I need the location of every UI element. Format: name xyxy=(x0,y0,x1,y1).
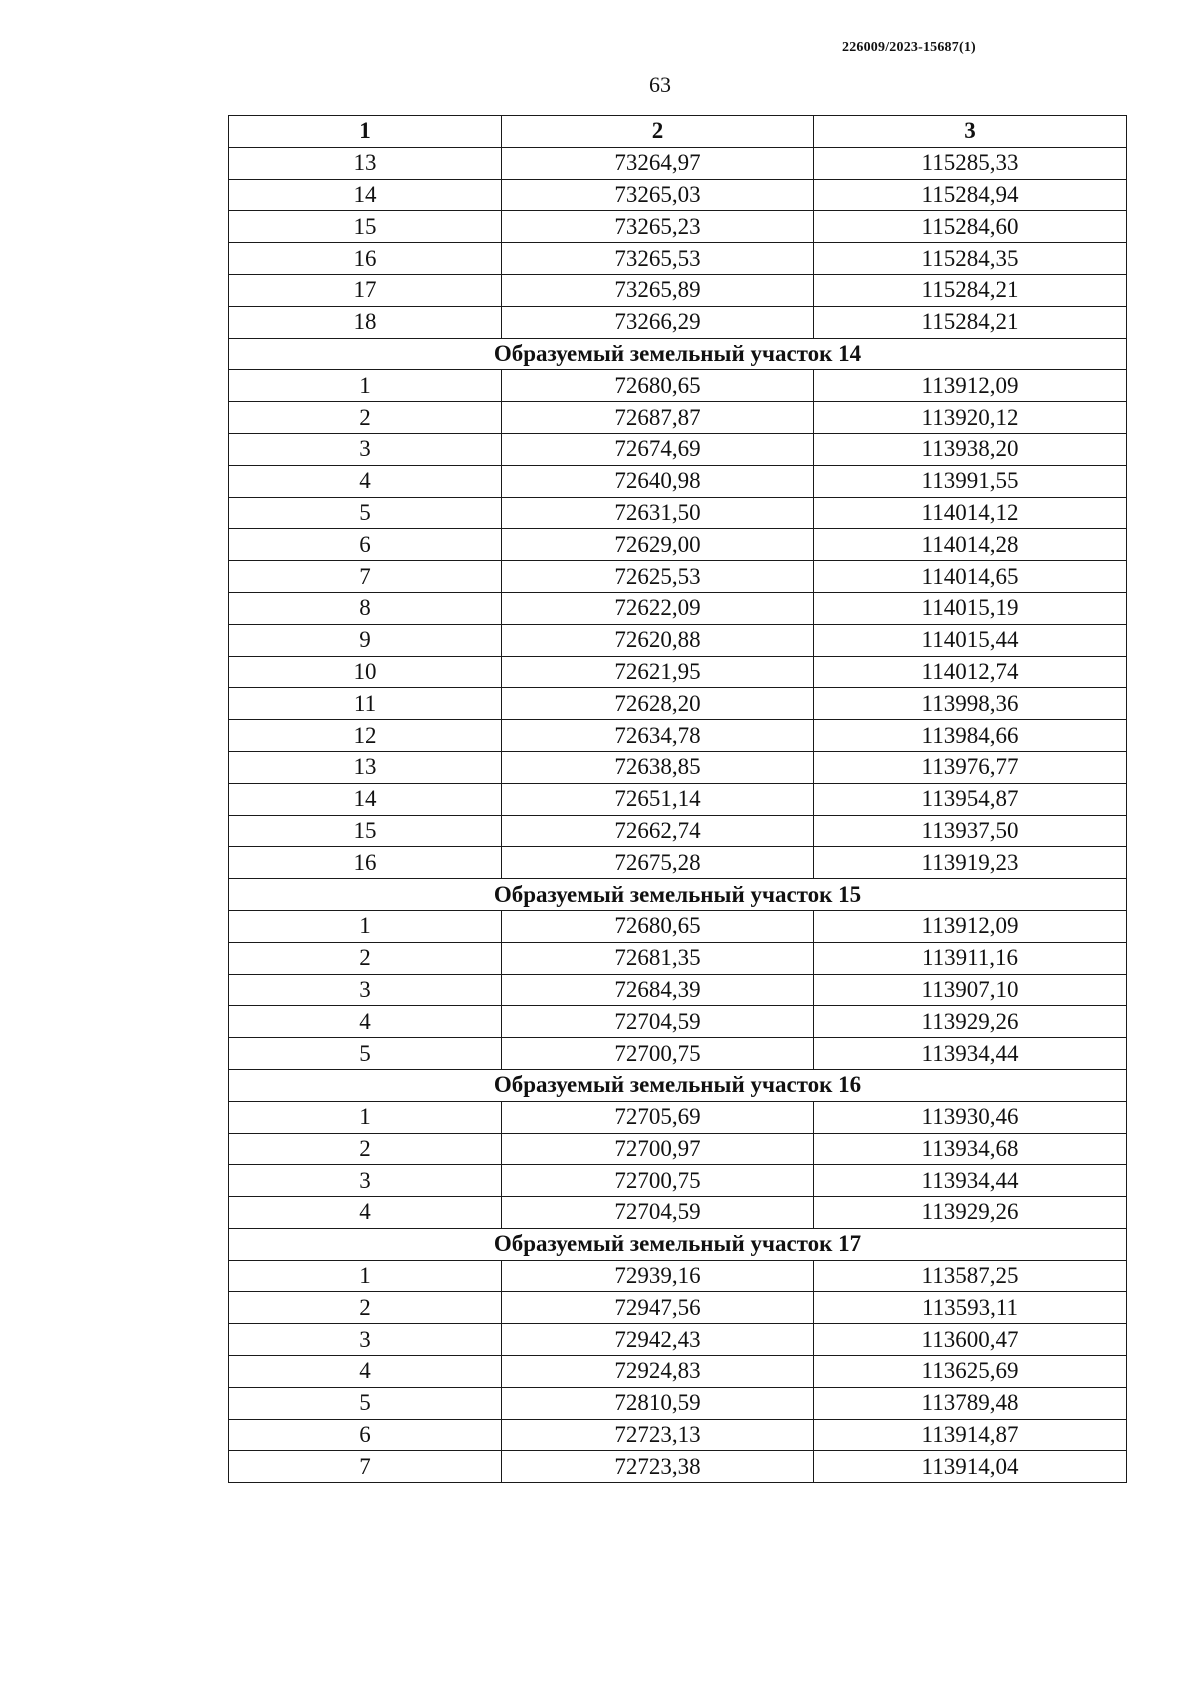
point-number-cell: 13 xyxy=(229,751,502,783)
section-title-row xyxy=(229,1228,1127,1260)
x-coordinate-cell: 72705,69 xyxy=(502,1101,814,1133)
y-coordinate-cell: 113998,36 xyxy=(814,688,1127,720)
table-row xyxy=(229,1356,1127,1388)
x-coordinate-cell: 72942,43 xyxy=(502,1324,814,1356)
point-number-cell: 8 xyxy=(229,592,502,624)
table-row xyxy=(229,497,1127,529)
table-row xyxy=(229,529,1127,561)
x-coordinate-cell: 72704,59 xyxy=(502,1006,814,1038)
table-row xyxy=(229,1324,1127,1356)
x-coordinate-cell: 73264,97 xyxy=(502,147,814,179)
point-number-cell: 3 xyxy=(229,1324,502,1356)
x-coordinate-cell: 72634,78 xyxy=(502,720,814,752)
y-coordinate-cell: 113938,20 xyxy=(814,433,1127,465)
y-coordinate-cell: 113984,66 xyxy=(814,720,1127,752)
y-coordinate-cell: 113934,68 xyxy=(814,1133,1127,1165)
column-header-point: 1 xyxy=(229,116,502,148)
y-coordinate-cell: 113954,87 xyxy=(814,783,1127,815)
point-number-cell: 3 xyxy=(229,974,502,1006)
table-row xyxy=(229,1006,1127,1038)
table-row xyxy=(229,974,1127,1006)
x-coordinate-cell: 72939,16 xyxy=(502,1260,814,1292)
section-title-row xyxy=(229,1069,1127,1101)
y-coordinate-cell: 115284,35 xyxy=(814,243,1127,275)
x-coordinate-cell: 72675,28 xyxy=(502,847,814,879)
table-row xyxy=(229,243,1127,275)
x-coordinate-cell: 72674,69 xyxy=(502,433,814,465)
y-coordinate-cell: 115285,33 xyxy=(814,147,1127,179)
y-coordinate-cell: 113912,09 xyxy=(814,370,1127,402)
table-row xyxy=(229,465,1127,497)
table-row xyxy=(229,624,1127,656)
page-number: 63 xyxy=(649,72,671,97)
table-row xyxy=(229,1101,1127,1133)
point-number-cell: 1 xyxy=(229,910,502,942)
point-number-cell: 11 xyxy=(229,688,502,720)
point-number-cell: 1 xyxy=(229,1260,502,1292)
x-coordinate-cell: 72810,59 xyxy=(502,1387,814,1419)
table-row xyxy=(229,815,1127,847)
point-number-cell: 15 xyxy=(229,211,502,243)
x-coordinate-cell: 72723,13 xyxy=(502,1419,814,1451)
point-number-cell: 16 xyxy=(229,243,502,275)
y-coordinate-cell: 113600,47 xyxy=(814,1324,1127,1356)
y-coordinate-cell: 113587,25 xyxy=(814,1260,1127,1292)
table-row xyxy=(229,1133,1127,1165)
table-row xyxy=(229,306,1127,338)
y-coordinate-cell: 113937,50 xyxy=(814,815,1127,847)
point-number-cell: 15 xyxy=(229,815,502,847)
point-number-cell: 10 xyxy=(229,656,502,688)
table-row xyxy=(229,179,1127,211)
section-title-row xyxy=(229,338,1127,370)
y-coordinate-cell: 113907,10 xyxy=(814,974,1127,1006)
table-row xyxy=(229,751,1127,783)
point-number-cell: 6 xyxy=(229,1419,502,1451)
table-row xyxy=(229,783,1127,815)
table-row xyxy=(229,910,1127,942)
point-number-cell: 5 xyxy=(229,1038,502,1070)
point-number-cell: 1 xyxy=(229,370,502,402)
point-number-cell: 6 xyxy=(229,529,502,561)
x-coordinate-cell: 72684,39 xyxy=(502,974,814,1006)
table-row xyxy=(229,688,1127,720)
point-number-cell: 12 xyxy=(229,720,502,752)
point-number-cell: 14 xyxy=(229,783,502,815)
point-number-cell: 4 xyxy=(229,1356,502,1388)
table-row xyxy=(229,561,1127,593)
point-number-cell: 16 xyxy=(229,847,502,879)
point-number-cell: 17 xyxy=(229,274,502,306)
y-coordinate-cell: 114015,44 xyxy=(814,624,1127,656)
x-coordinate-cell: 72651,14 xyxy=(502,783,814,815)
table-row xyxy=(229,1419,1127,1451)
section-title: Образуемый земельный участок 14 xyxy=(229,338,1127,370)
section-title: Образуемый земельный участок 16 xyxy=(229,1069,1127,1101)
point-number-cell: 2 xyxy=(229,1133,502,1165)
table-row xyxy=(229,433,1127,465)
point-number-cell: 2 xyxy=(229,942,502,974)
table-row xyxy=(229,592,1127,624)
point-number-cell: 5 xyxy=(229,497,502,529)
x-coordinate-cell: 72704,59 xyxy=(502,1197,814,1229)
x-coordinate-cell: 73265,53 xyxy=(502,243,814,275)
table-row xyxy=(229,402,1127,434)
y-coordinate-cell: 113912,09 xyxy=(814,910,1127,942)
point-number-cell: 9 xyxy=(229,624,502,656)
coordinates-table xyxy=(228,115,1127,1483)
point-number-cell: 2 xyxy=(229,1292,502,1324)
section-title: Образуемый земельный участок 17 xyxy=(229,1228,1127,1260)
x-coordinate-cell: 73265,23 xyxy=(502,211,814,243)
y-coordinate-cell: 113929,26 xyxy=(814,1006,1127,1038)
x-coordinate-cell: 72681,35 xyxy=(502,942,814,974)
column-header-y: 3 xyxy=(814,116,1127,148)
y-coordinate-cell: 114014,28 xyxy=(814,529,1127,561)
table-row xyxy=(229,942,1127,974)
x-coordinate-cell: 72680,65 xyxy=(502,910,814,942)
y-coordinate-cell: 113914,04 xyxy=(814,1451,1127,1483)
y-coordinate-cell: 115284,21 xyxy=(814,274,1127,306)
y-coordinate-cell: 113976,77 xyxy=(814,751,1127,783)
point-number-cell: 4 xyxy=(229,1197,502,1229)
point-number-cell: 7 xyxy=(229,1451,502,1483)
y-coordinate-cell: 113625,69 xyxy=(814,1356,1127,1388)
y-coordinate-cell: 113914,87 xyxy=(814,1419,1127,1451)
section-title: Образуемый земельный участок 15 xyxy=(229,879,1127,911)
x-coordinate-cell: 72621,95 xyxy=(502,656,814,688)
x-coordinate-cell: 72687,87 xyxy=(502,402,814,434)
column-header-x: 2 xyxy=(502,116,814,148)
point-number-cell: 4 xyxy=(229,1006,502,1038)
document-number: 226009/2023-15687(1) xyxy=(842,40,976,55)
y-coordinate-cell: 113593,11 xyxy=(814,1292,1127,1324)
y-coordinate-cell: 113929,26 xyxy=(814,1197,1127,1229)
table-row xyxy=(229,1038,1127,1070)
table-row xyxy=(229,1165,1127,1197)
point-number-cell: 1 xyxy=(229,1101,502,1133)
point-number-cell: 14 xyxy=(229,179,502,211)
x-coordinate-cell: 73266,29 xyxy=(502,306,814,338)
x-coordinate-cell: 72620,88 xyxy=(502,624,814,656)
y-coordinate-cell: 115284,60 xyxy=(814,211,1127,243)
table-row xyxy=(229,211,1127,243)
point-number-cell: 18 xyxy=(229,306,502,338)
table-row xyxy=(229,656,1127,688)
point-number-cell: 3 xyxy=(229,433,502,465)
y-coordinate-cell: 113919,23 xyxy=(814,847,1127,879)
y-coordinate-cell: 113934,44 xyxy=(814,1165,1127,1197)
x-coordinate-cell: 73265,89 xyxy=(502,274,814,306)
table-row xyxy=(229,847,1127,879)
x-coordinate-cell: 72622,09 xyxy=(502,592,814,624)
table-row xyxy=(229,147,1127,179)
y-coordinate-cell: 113991,55 xyxy=(814,465,1127,497)
point-number-cell: 3 xyxy=(229,1165,502,1197)
x-coordinate-cell: 72625,53 xyxy=(502,561,814,593)
table-row xyxy=(229,1197,1127,1229)
x-coordinate-cell: 72947,56 xyxy=(502,1292,814,1324)
x-coordinate-cell: 72924,83 xyxy=(502,1356,814,1388)
point-number-cell: 13 xyxy=(229,147,502,179)
x-coordinate-cell: 72700,75 xyxy=(502,1165,814,1197)
x-coordinate-cell: 72723,38 xyxy=(502,1451,814,1483)
point-number-cell: 2 xyxy=(229,402,502,434)
x-coordinate-cell: 72680,65 xyxy=(502,370,814,402)
x-coordinate-cell: 72638,85 xyxy=(502,751,814,783)
x-coordinate-cell: 72700,97 xyxy=(502,1133,814,1165)
x-coordinate-cell: 72700,75 xyxy=(502,1038,814,1070)
x-coordinate-cell: 72631,50 xyxy=(502,497,814,529)
y-coordinate-cell: 115284,21 xyxy=(814,306,1127,338)
y-coordinate-cell: 113789,48 xyxy=(814,1387,1127,1419)
x-coordinate-cell: 73265,03 xyxy=(502,179,814,211)
section-title-row xyxy=(229,879,1127,911)
table-row xyxy=(229,370,1127,402)
y-coordinate-cell: 113911,16 xyxy=(814,942,1127,974)
table-row xyxy=(229,1451,1127,1483)
x-coordinate-cell: 72662,74 xyxy=(502,815,814,847)
y-coordinate-cell: 115284,94 xyxy=(814,179,1127,211)
y-coordinate-cell: 113934,44 xyxy=(814,1038,1127,1070)
table-row xyxy=(229,1292,1127,1324)
table-row xyxy=(229,274,1127,306)
table-row xyxy=(229,1387,1127,1419)
y-coordinate-cell: 113920,12 xyxy=(814,402,1127,434)
table-row xyxy=(229,1260,1127,1292)
table-row xyxy=(229,720,1127,752)
x-coordinate-cell: 72629,00 xyxy=(502,529,814,561)
y-coordinate-cell: 114014,65 xyxy=(814,561,1127,593)
table-header-row xyxy=(229,116,1127,148)
point-number-cell: 4 xyxy=(229,465,502,497)
y-coordinate-cell: 114014,12 xyxy=(814,497,1127,529)
x-coordinate-cell: 72628,20 xyxy=(502,688,814,720)
point-number-cell: 5 xyxy=(229,1387,502,1419)
y-coordinate-cell: 113930,46 xyxy=(814,1101,1127,1133)
y-coordinate-cell: 114012,74 xyxy=(814,656,1127,688)
x-coordinate-cell: 72640,98 xyxy=(502,465,814,497)
table-body xyxy=(229,147,1127,1482)
point-number-cell: 7 xyxy=(229,561,502,593)
y-coordinate-cell: 114015,19 xyxy=(814,592,1127,624)
